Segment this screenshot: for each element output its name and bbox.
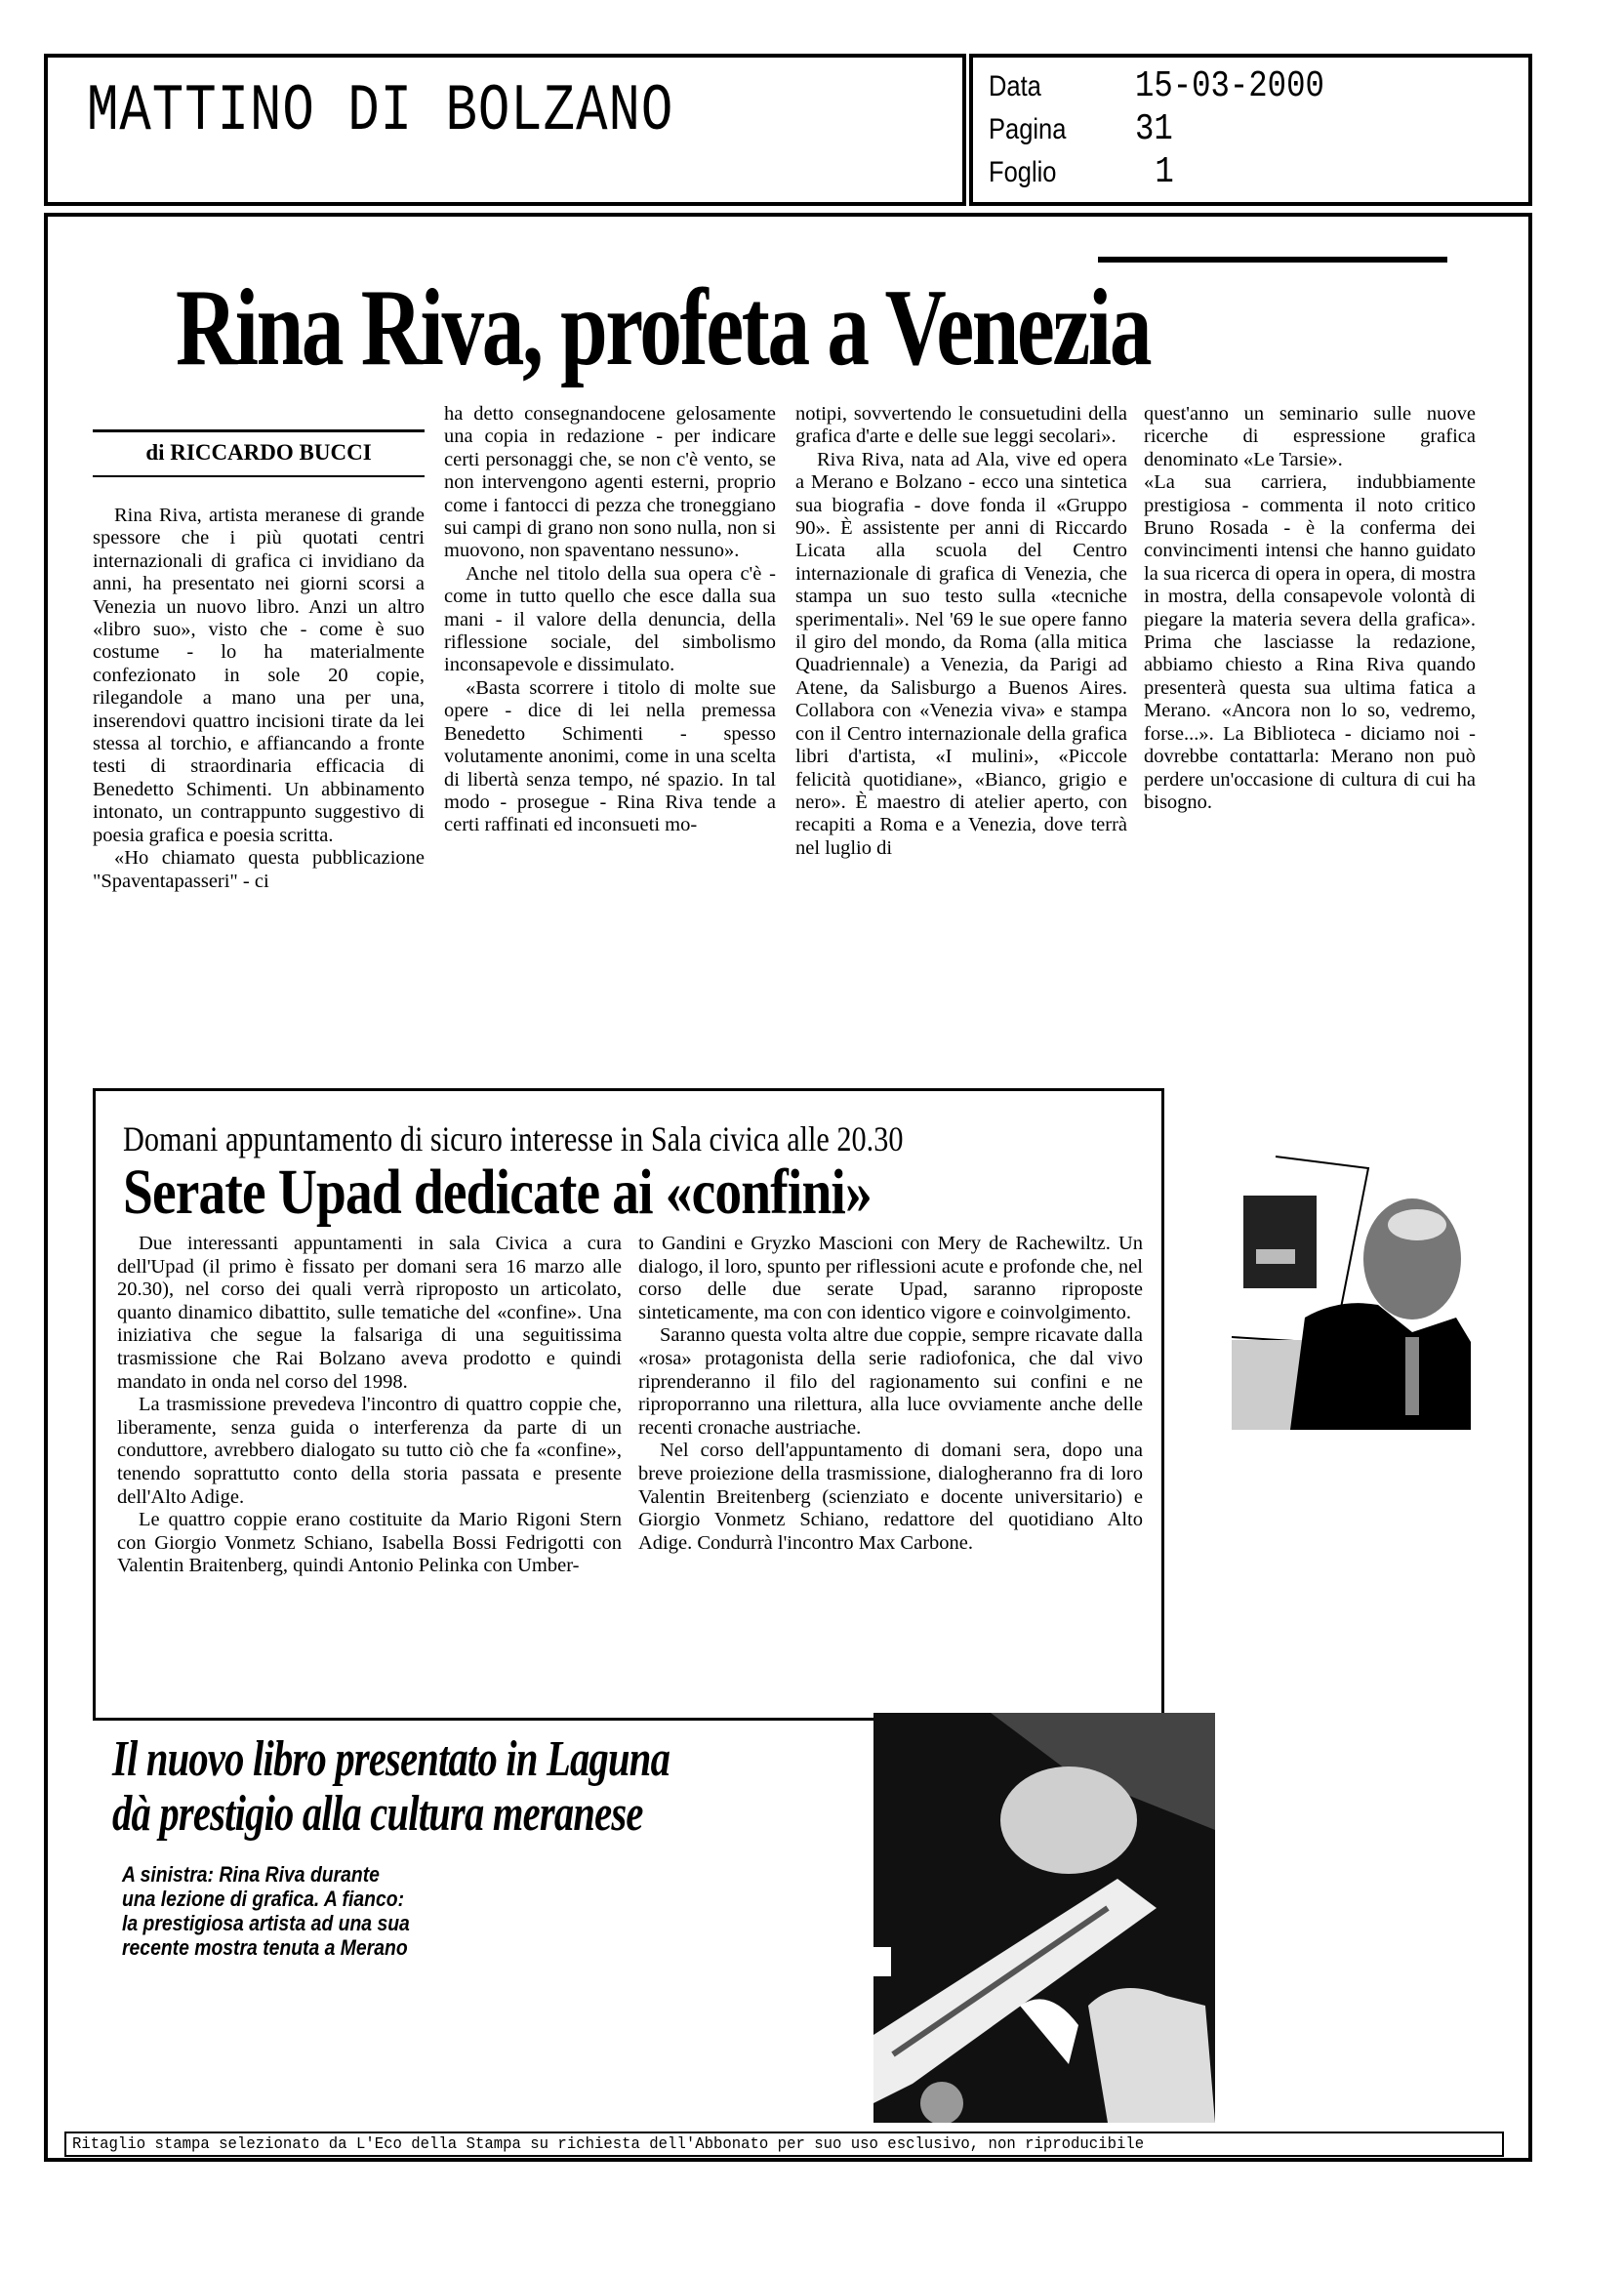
clipping-meta-box (969, 54, 1532, 206)
paragraph: «Basta scorrere i titolo di molte sue opere - dice di lei nella premessa Benedetto Schimenti - spesso volutamente anonimi, come in una scelta di libertà senza tempo, né spazio. In tal modo - prosegue - Rina Riva tende a certi raffinati ed inconsueti mo- (444, 676, 776, 836)
meta-value-date: 15-03-2000 (1135, 65, 1324, 107)
meta-row-date (989, 65, 1358, 107)
feature-headline (112, 1732, 670, 1842)
upad-headline: Serate Upad dedicate ai «confini» (123, 1157, 872, 1228)
paragraph: Le quattro coppie erano costituite da Mario Rigoni Stern con Giorgio Vonmetz Schiano, Isabella Bossi Fedrigotti con Valentin Braitenberg, quindi Antonio Pelinka con Umber- (117, 1509, 622, 1577)
article-column-3 (795, 403, 1127, 860)
masthead-box (44, 54, 966, 206)
feature-headline-line-2: dà prestigio alla cultura meranese (112, 1786, 643, 1842)
article-column-1 (93, 505, 425, 893)
paragraph: «Ho chiamato questa pubblicazione "Spaventapasseri" - ci (93, 847, 425, 892)
byline: di RICCARDO BUCCI (145, 440, 372, 465)
meta-label: Data (989, 70, 1041, 102)
paragraph: Saranno questa volta altre due coppie, sempre ricavate dalla «rosa» protagonista della serie radiofonica, che dal vivo riprenderanno il filo del ragionamento sui confini e ne riproporranno una rilettura, alla luce ovviamente anche delle recenti cronache austriache. (638, 1324, 1143, 1439)
paragraph: «La sua carriera, indubbiamente prestigiosa - commenta il noto critico Bruno Rosada - è la conferma dei convincimenti intensi che hanno guidato la sua ricerca di opera in opera, di mostra in mostra, della consapevole volontà di piegare la materia severa della grafica». Prima che lasciasse la redazione, abbiamo chiesto a Rina Riva quando presenterà questa sua ultima fatica a Merano. «Ancora non lo so, vedremo, forse...». La Biblioteca - diciamo noi - dovrebbe contattarla: Merano non può perdere un'occasione di cultura di cui ha bisogno. (1144, 471, 1476, 813)
paragraph: to Gandini e Gryzko Mascioni con Mery de Rachewiltz. Un dialogo, il loro, spunto per riflessioni acute e profonde che, nel corso delle due serate Upad, saranno riproposte sinteticamente, ma con con identico vigore e coinvolgimento. (638, 1233, 1143, 1323)
paragraph: Nel corso dell'appuntamento di domani sera, dopo una breve proiezione della trasmissione, dialogheranno fra di loro Valentin Breitenberg (scienziato e docente universitario) e Giorgio Vonmetz Schiano, redattore del quotidiano Alto Adige. Condurrà l'incontro Max Carbone. (638, 1440, 1143, 1554)
article-headline: Rina Riva, profeta a Venezia (176, 267, 1151, 388)
meta-label: Foglio (989, 156, 1057, 188)
caption-line: una lezione di grafica. A fianco: (122, 1887, 405, 1911)
paragraph: ha detto consegnandocene gelosamente una copia in redazione - per indicare certi personaggi che, se non c'è vento, se non intervengono agenti esterni, proprio come i fantocci di pezza che troneggiano sui campi di grano non sono nulla, non si muovono, non spaventano nessuno». (444, 403, 776, 562)
reproduction-notice (64, 2132, 1504, 2157)
paragraph: notipi, sovvertendo le consuetudini della grafica d'arte e delle sue leggi secolari». (795, 403, 1127, 448)
article-column-2 (444, 403, 776, 837)
paragraph: La trasmissione prevedeva l'incontro di quattro coppie che, liberamente, senza guida o interferenza da parte di un conduttore, avrebbero dialogato su tutto ciò che fa «confine», tenendo soprattutto conto della storia passata e presente dell'Alto Adige. (117, 1394, 622, 1508)
newspaper-name: MATTINO DI BOLZANO (87, 75, 674, 150)
paragraph: Due interessanti appuntamenti in sala Civica a cura dell'Upad (il primo è fissato per domani sera 16 marzo alle 20.30), nel corso dei quali verrà riproposto un articolato, quanto dinamico dibattito, sulle tematiche del «confine». Una iniziativa che segue la falsariga di una seguitissima trasmissione che Rai Bolzano aveva prodotto e quindi mandato in onda nel corso del 1998. (117, 1233, 622, 1393)
meta-value-sheet: 1 (1155, 151, 1174, 193)
meta-label: Pagina (989, 113, 1067, 145)
feature-headline-line-1: Il nuovo libro presentato in Laguna (112, 1731, 670, 1787)
photo-artist-at-exhibition (1232, 1137, 1476, 1430)
meta-row-page (989, 108, 1180, 150)
paragraph: Riva Riva, nata ad Ala, vive ed opera a Merano e Bolzano - ecco una sintetica sua biografia - dove fonda il «Gruppo 90». È assistente per anni di Riccardo Licata alla scuola del Centro internazionale di grafica di Venezia, che stampa un suo testo sulla «tecniche sperimentali». Nel '69 le sue opere fanno il giro del mondo, da Roma (alla mitica Quadriennale) a Venezia, da Parigi ad Atene, da Salisburgo a Buenos Aires. Collabora con «Venezia viva» e stampa con il Centro internazionale della grafica libri d'artista, «I mulini», «Piccole felicità quotidiane», «Bianco, grigio e nero». È maestro di atelier aperto, con recapiti a Roma e a Venezia, dove terrà nel luglio di (795, 448, 1127, 859)
meta-value-page: 31 (1135, 108, 1173, 150)
caption-line: recente mostra tenuta a Merano (122, 1935, 408, 1960)
byline-rule-bottom (93, 475, 425, 477)
photo-image-icon (873, 1713, 1215, 2123)
paragraph: Rina Riva, artista meranese di grande spessore che i più quotati centri internazionali di grafica ci invidiano da anni, ha presentato nei giorni scorsi a Venezia un nuovo libro. Anzi un altro «libro suo», visto che - come è suo costume - lo ha materialmente confezionato in sole 20 copie, rilegandole a mano una per una, inserendovi quattro incisioni tirate da lei stessa al torchio, e affiancando a fronte testi di straordinaria efficacia di Benedetto Schimenti. Un abbinamento intonato, un contrappunto suggestivo di poesia grafica e poesia scritta. (93, 505, 425, 846)
upad-article-box (93, 1088, 1164, 1721)
upad-kicker: Domani appuntamento di sicuro interesse in Sala civica alle 20.30 (123, 1119, 904, 1158)
caption-line: A sinistra: Rina Riva durante (122, 1862, 380, 1887)
article-column-4 (1144, 403, 1476, 814)
photo-caption (122, 1862, 410, 1960)
headline-rule (1098, 257, 1447, 263)
caption-line: la prestigiosa artista ad una sua (122, 1911, 410, 1935)
paragraph: quest'anno un seminario sulle nuove ricerche di espressione grafica denominato «Le Tarsie». (1144, 403, 1476, 470)
reproduction-notice-text: Ritaglio stampa selezionato da L'Eco della Stampa su richiesta dell'Abbonato per suo uso esclusivo, non riproducibile (72, 2135, 1145, 2154)
photo-graphics-lesson (873, 1713, 1215, 2123)
byline-block (93, 429, 425, 477)
upad-column-2 (638, 1233, 1143, 1555)
meta-row-sheet (989, 151, 1181, 193)
upad-column-1 (117, 1233, 622, 1578)
paragraph: Anche nel titolo della sua opera c'è - come in tutto quello che esce dalla sua mani - il valore della denuncia, della riflessione sociale, del simbolismo inconsapevole e dissimulato. (444, 562, 776, 676)
photo-image-icon (1232, 1137, 1476, 1430)
